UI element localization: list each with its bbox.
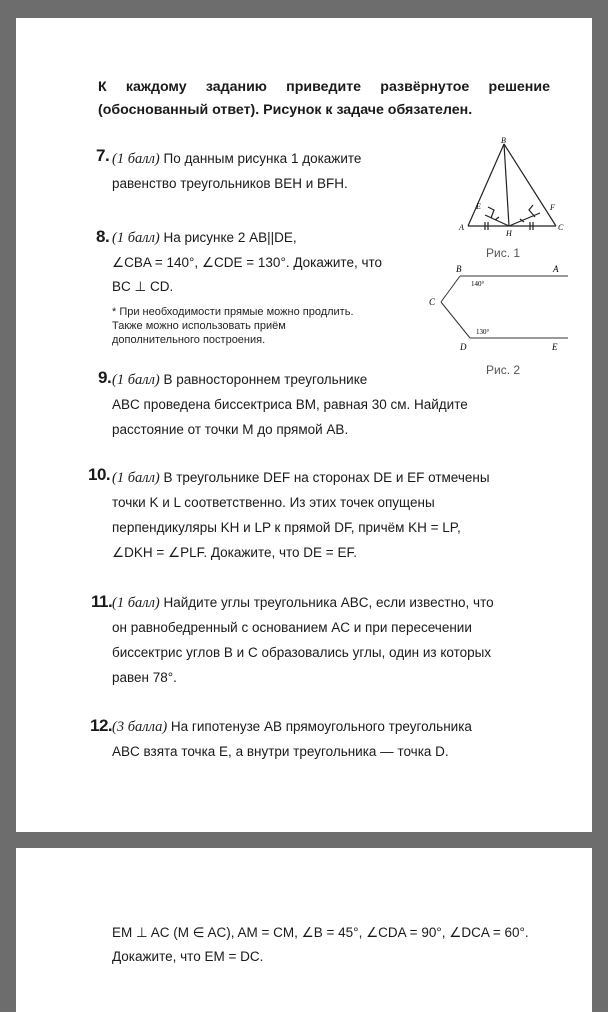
fig1-label-e: E bbox=[476, 202, 481, 211]
task-7-line-2: равенство треугольников BEH и BFH. bbox=[112, 176, 348, 191]
task-12-line-2: ABC взята точка E, а внутри треугольника — точка D. bbox=[112, 744, 449, 759]
fig2-angle-130: 130° bbox=[476, 328, 490, 336]
header-word: развёрнутое bbox=[380, 79, 470, 95]
figure-2-caption: Рис. 2 bbox=[486, 363, 521, 377]
task-8-note-line: дополнительного построения. bbox=[112, 334, 266, 346]
task-10-line-1 bbox=[112, 470, 490, 487]
task-12-score: (3 балла) bbox=[112, 719, 168, 735]
task-11-line-1 bbox=[112, 595, 494, 612]
task-10-line-3: перпендикуляры KH и LP к прямой DF, причём KH = LP, bbox=[112, 520, 461, 535]
header-line-1 bbox=[98, 76, 550, 99]
task-11-score: (1 балл) bbox=[112, 595, 160, 611]
figure-1-triangle bbox=[452, 134, 576, 236]
figure-1-caption: Рис. 1 bbox=[486, 246, 521, 260]
task-12-line-1 bbox=[112, 719, 472, 736]
fig2-label-d: D bbox=[460, 342, 467, 352]
task-7-line-1 bbox=[112, 151, 361, 168]
task-8-text: На рисунке 2 AB||DE, bbox=[159, 230, 297, 245]
task-11-text: Найдите углы треугольника ABC, если известно, что bbox=[159, 595, 494, 610]
task-12-number: 12. bbox=[90, 716, 113, 735]
task-8-note-line: * При необходимости прямые можно продлить. bbox=[112, 306, 354, 318]
fig2-label-e: E bbox=[552, 342, 558, 352]
page-sheet-1 bbox=[16, 18, 592, 832]
fig2-label-b: B bbox=[456, 264, 462, 274]
task-8-score: (1 балл) bbox=[112, 230, 160, 246]
task-9-line-2: ABC проведена биссектриса BM, равная 30 см. Найдите bbox=[112, 397, 468, 412]
fig1-label-b: B bbox=[501, 136, 506, 145]
fig2-label-a: A bbox=[553, 264, 559, 274]
task-10-number: 10. bbox=[88, 465, 111, 484]
header-line-2: (обоснованный ответ). Рисунок к задаче обязателен. bbox=[98, 102, 473, 118]
task-8-number: 8. bbox=[96, 227, 110, 246]
task-12-continued-line-2: Докажите, что EM = DC. bbox=[112, 949, 264, 964]
instructions-header bbox=[98, 76, 550, 122]
header-word: заданию bbox=[205, 79, 267, 95]
task-7-text: По данным рисунка 1 докажите bbox=[159, 151, 362, 166]
page-sheet-2 bbox=[16, 848, 592, 1012]
task-11-number: 11. bbox=[91, 592, 113, 611]
fig1-label-c: C bbox=[558, 223, 564, 232]
task-7-number: 7. bbox=[96, 146, 110, 165]
task-8-note-line: Также можно использовать приём bbox=[112, 320, 286, 332]
task-11-line-2: он равнобедренный с основанием AC и при пересечении bbox=[112, 620, 472, 635]
task-7-score: (1 балл) bbox=[112, 151, 160, 167]
task-8-line-1 bbox=[112, 230, 297, 247]
task-12-text: На гипотенузе AB прямоугольного треугольника bbox=[167, 719, 472, 734]
task-8-note bbox=[112, 305, 354, 347]
header-word: каждому bbox=[125, 79, 187, 95]
task-10-line-2: точки K и L соответственно. Из этих точек опущены bbox=[112, 495, 435, 510]
figure-2-lines bbox=[424, 260, 572, 356]
fig1-label-a: A bbox=[459, 223, 464, 232]
task-12-continued-line-1: EM ⊥ AC (M ∈ AC), AM = CM, ∠B = 45°, ∠CDA = 90°, ∠DCA = 60°. bbox=[112, 925, 529, 940]
header-word: приведите bbox=[286, 79, 362, 95]
task-9-number: 9. bbox=[98, 368, 112, 387]
fig2-label-c: C bbox=[429, 297, 436, 307]
task-8-line-3: BC ⊥ CD. bbox=[112, 279, 174, 294]
task-11-line-4: равен 78°. bbox=[112, 670, 177, 685]
task-9-score: (1 балл) bbox=[112, 372, 160, 388]
task-8-line-2: ∠CBA = 140°, ∠CDE = 130°. Докажите, что bbox=[112, 255, 383, 270]
task-11-line-3: биссектрис углов B и C образовались углы, один из которых bbox=[112, 645, 492, 660]
header-word: К bbox=[98, 79, 107, 95]
header-word: решение bbox=[488, 79, 550, 95]
task-10-score: (1 балл) bbox=[112, 470, 160, 486]
fig2-angle-140: 140° bbox=[471, 280, 485, 288]
task-10-line-4: ∠DKH = ∠PLF. Докажите, что DE = EF. bbox=[112, 545, 357, 560]
task-9-line-3: расстояние от точки M до прямой AB. bbox=[112, 422, 349, 437]
task-9-line-1 bbox=[112, 372, 367, 389]
fig1-label-h: H bbox=[506, 229, 512, 236]
task-9-text: В равностороннем треугольнике bbox=[159, 372, 368, 387]
task-10-text: В треугольнике DEF на сторонах DE и EF отмечены bbox=[159, 470, 490, 485]
fig1-label-f: F bbox=[550, 203, 555, 212]
